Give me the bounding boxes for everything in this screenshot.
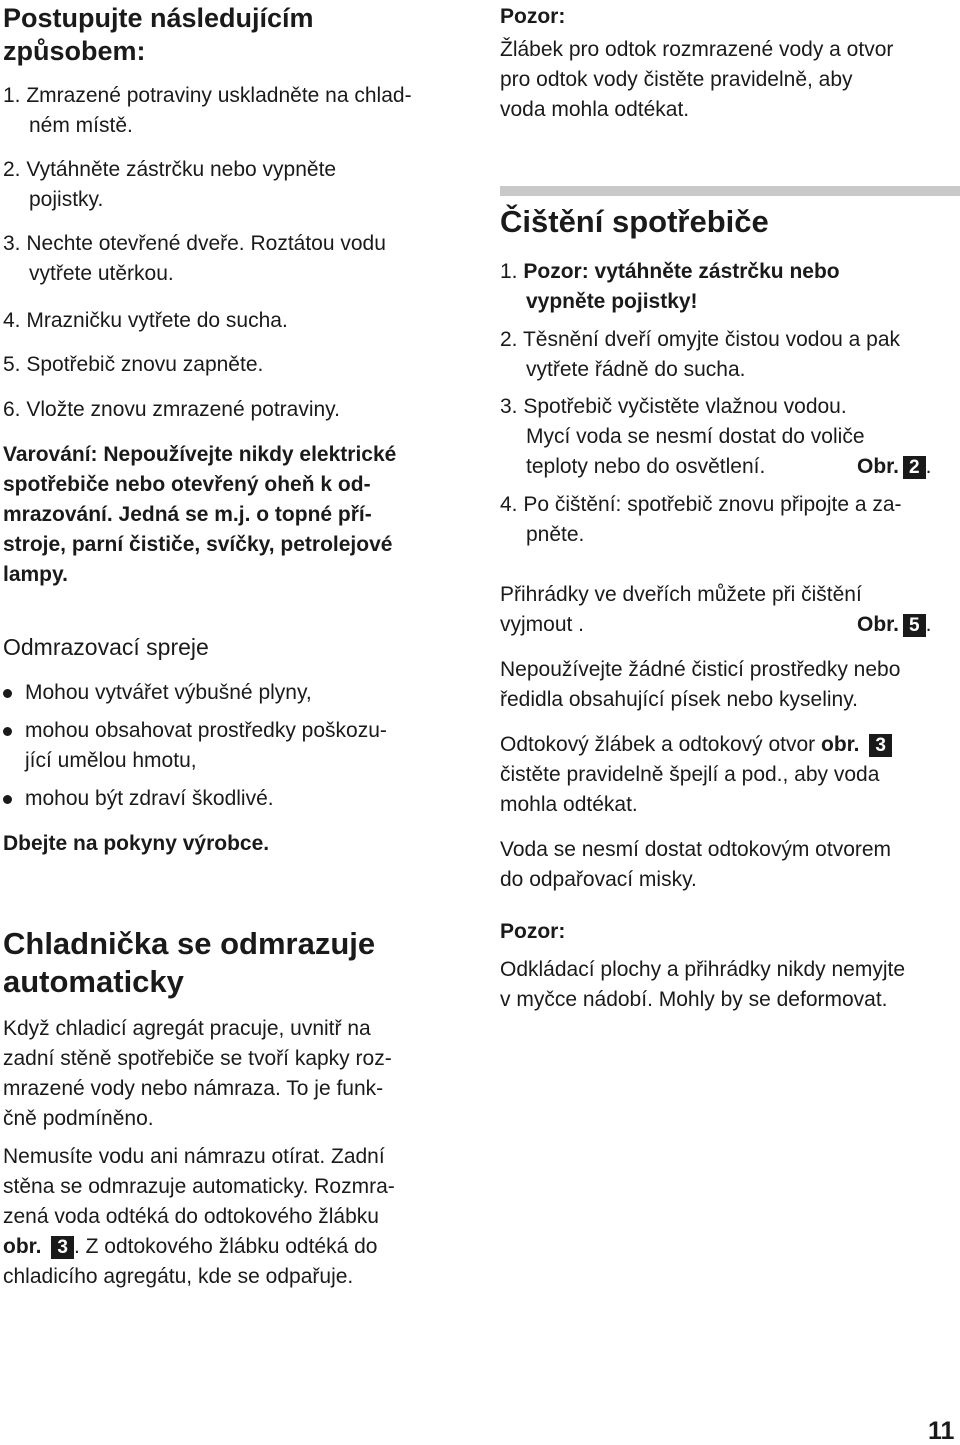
figure-ref: obr. [821, 733, 860, 756]
clean-step-4: 4. Po čištění: spotřebič znovu připojte a za- pněte. [500, 493, 902, 546]
section-divider [500, 186, 960, 196]
list-item: mohou obsahovat prostředky poškozu- jící umělou hmotu, [3, 716, 387, 776]
list-item: mohou být zdraví škodlivé. [3, 784, 387, 814]
cleaning-heading: Čištění spotřebiče [500, 204, 769, 239]
step-3: 3. Nechte otevřené dveře. Roztátou vodu vytřete utěrkou. [3, 232, 386, 285]
caution-label-2: Pozor: [500, 920, 566, 943]
bullet-icon [3, 727, 12, 736]
spray-list [3, 678, 387, 814]
spray-heading: Odmrazovací spreje [3, 634, 209, 660]
list-item: Mohou vytvářet výbušné plyny, [3, 678, 387, 708]
auto-defrost-heading: Chladnička se odmrazuje automaticky [3, 926, 376, 999]
clean-step-1: 1. Pozor: vytáhněte zástrčku nebo vypněte pojistky! [500, 260, 840, 313]
figure-ref: Obr. [857, 455, 900, 478]
figure-ref: Obr. [857, 613, 900, 636]
step-1: 1. Zmrazené potraviny uskladněte na chlad- ném místě. [3, 84, 412, 137]
warning-text: Varování: Nepoužívejte nikdy elektrické spotřebiče nebo otevřený oheň k od- mrazování. Jedná se m.j. o topné pří- stroje, parní čističe, svíčky, petrolejové lampy. [3, 443, 397, 586]
figure-number-badge: 5 [903, 614, 926, 637]
clean-step-3: 3. Spotřebič vyčistěte vlažnou vodou. Mycí voda se nesmí dostat do voliče teploty nebo do osvětlení. Obr. 2 . [500, 395, 932, 478]
page-number: 11 [928, 1417, 955, 1445]
step-2: 2. Vytáhněte zástrčku nebo vypněte pojistky. [3, 158, 337, 211]
no-abrasives-paragraph: Nepoužívejte žádné čisticí prostředky nebo ředidla obsahující písek nebo kyseliny. [500, 658, 901, 711]
bullet-icon [3, 795, 12, 804]
step-6: 6. Vložte znovu zmrazené potraviny. [3, 398, 340, 421]
auto-defrost-paragraph-1: Když chladicí agregát pracuje, uvnitř na zadní stěně spotřebiče se tvoří kapky roz- mrazené vody nebo námraza. To je funk- čně podmíněno. [3, 1017, 392, 1130]
caution-label: Pozor: [500, 5, 566, 28]
step-5: 5. Spotřebič znovu zapněte. [3, 353, 264, 376]
manufacturer-note: Dbejte na pokyny výrobce. [3, 832, 270, 855]
shelves-paragraph: Přihrádky ve dveřích můžete při čištění vyjmout . Obr. 5 . [500, 583, 932, 636]
step-4: 4. Mrazničku vytřete do sucha. [3, 309, 288, 332]
bullet-icon [3, 689, 12, 698]
water-note: Voda se nesmí dostat odtokovým otvorem do odpařovací misky. [500, 838, 892, 891]
clean-step-2: 2. Těsnění dveří omyjte čistou vodou a pak vytřete řádně do sucha. [500, 328, 901, 381]
figure-number-badge: 3 [869, 734, 892, 757]
drain-paragraph: Odtokový žlábek a odtokový otvor obr. 3 čistěte pravidelně špejlí a pod., aby voda mohla odtékat. [500, 730, 892, 820]
figure-number-badge: 3 [51, 1236, 74, 1259]
auto-defrost-paragraph-2: Nemusíte vodu ani námrazu otírat. Zadní stěna se odmrazuje automaticky. Rozmra- zená voda odtéká do odtokového žlábku obr. 3 . Z odtokového žlábku odtéká do chladicího agregátu, kde se odpařuje. [3, 1145, 395, 1288]
figure-number-badge: 2 [903, 456, 926, 479]
caution-text: Žlábek pro odtok rozmrazené vody a otvor pro odtok vody čistěte pravidelně, aby voda mohla odtékat. [500, 38, 894, 121]
figure-ref: obr. [3, 1235, 42, 1258]
procedure-heading: Postupujte následujícím způsobem: [3, 3, 314, 66]
caution-text-2: Odkládací plochy a přihrádky nikdy nemyjte v myčce nádobí. Mohly by se deformovat. [500, 958, 906, 1011]
